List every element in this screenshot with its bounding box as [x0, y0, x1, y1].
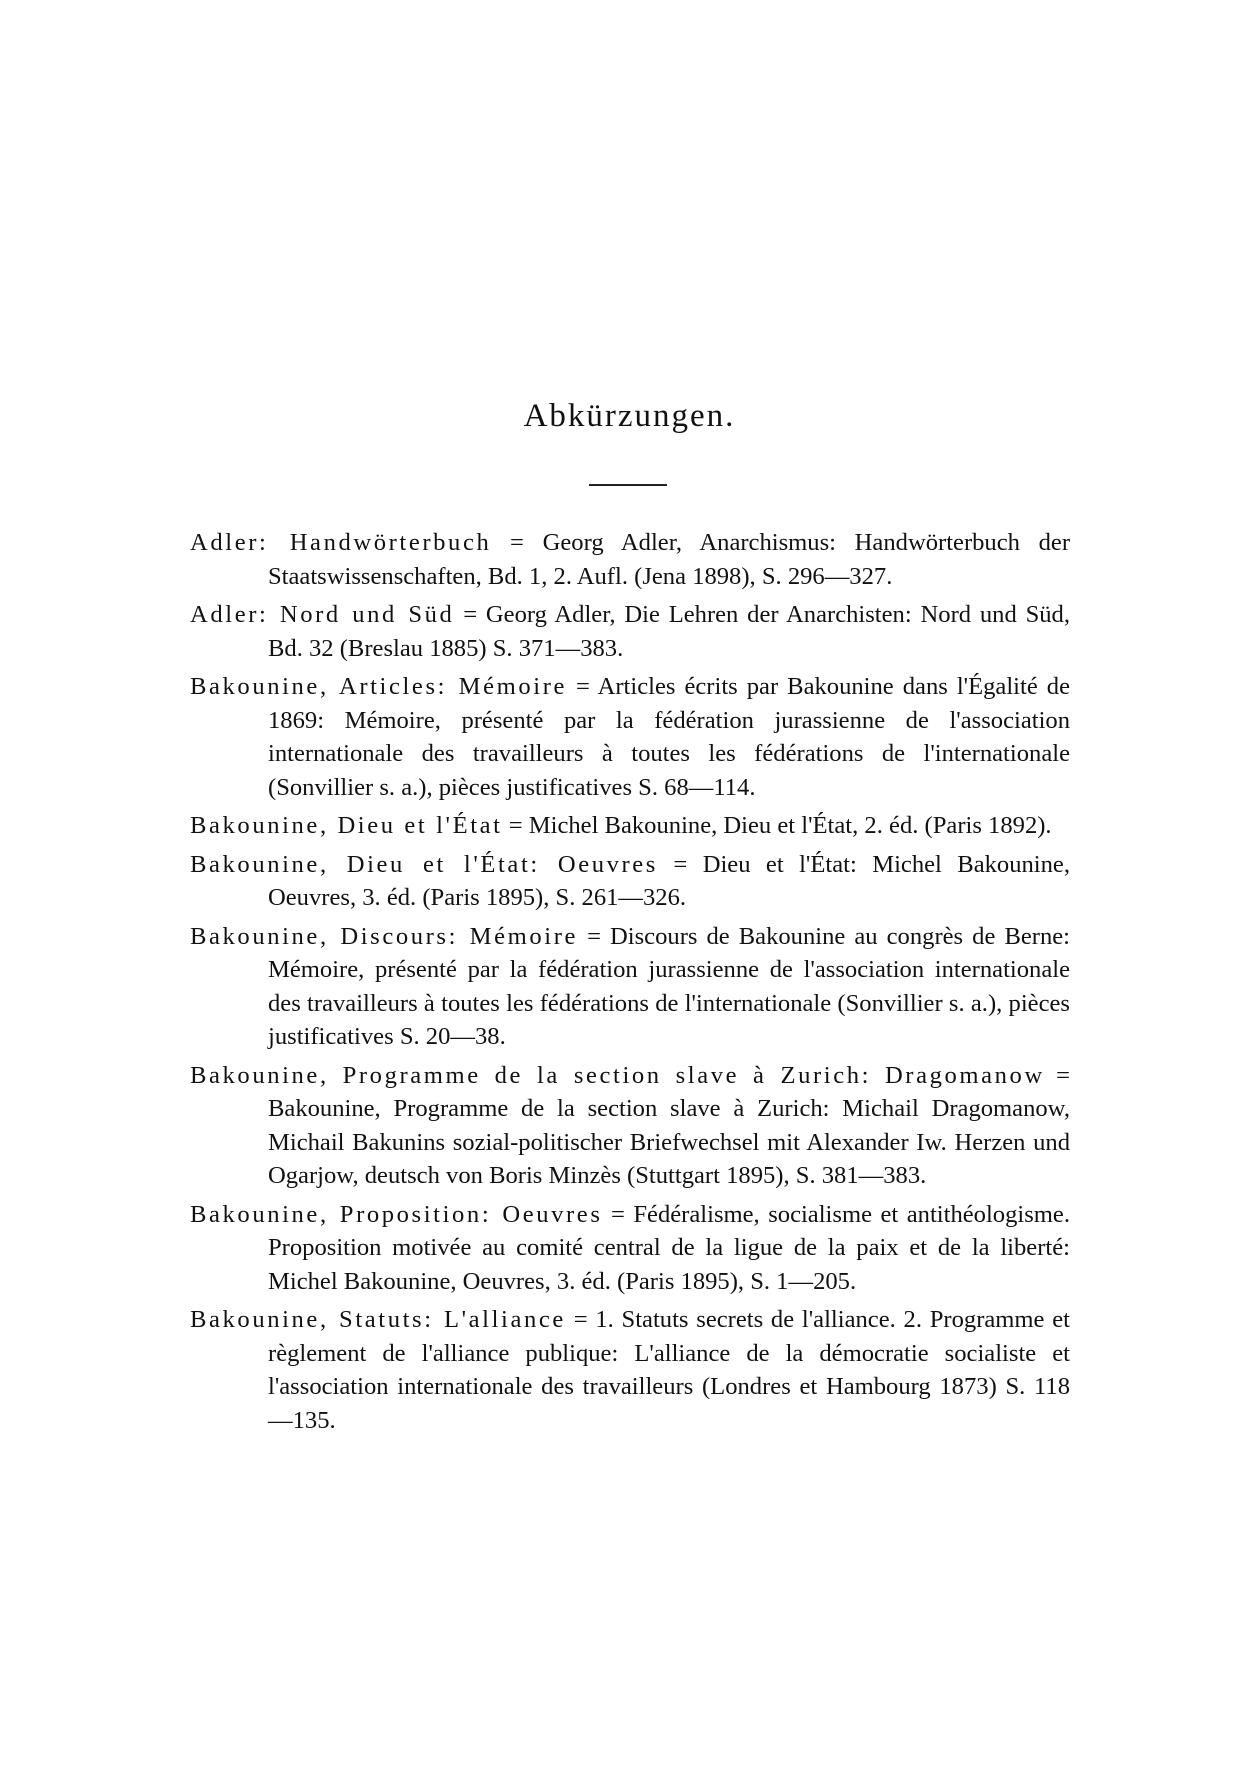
entry-separator: =: [602, 1200, 634, 1228]
title-divider: [589, 484, 667, 486]
abbreviation-entry: [190, 1059, 1070, 1193]
entry-text: Bakounine, Programme de la section slave à Zurich: Michail Dragomanow, Michail Bakunins sozial-politischer Briefwechsel mit Alexander Iw. Herzen und Ogarjow, deutsch von Boris Minzès (Stuttgart 1895), S. 381—383.: [268, 1095, 1070, 1189]
entry-separator: =: [565, 1306, 596, 1333]
entry-key: Adler: Handwörterbuch: [190, 529, 492, 556]
entry-text: Fédéralisme, socialisme et antithéologisme. Proposition motivée au comité central de la ligue de la paix et de la liberté: Michel Bakounine, Oeuvres, 3. éd. (Paris 1895), S. 1—205.: [268, 1200, 1070, 1295]
entry-separator: =: [578, 922, 611, 950]
entry-text: Michel Bakounine, Dieu et l'État, 2. éd. (Paris 1892).: [528, 812, 1052, 839]
entry-separator: =: [567, 673, 598, 700]
entry-text: 1. Statuts secrets de l'alliance. 2. Programme et règlement de l'alliance publique: L'alliance de la démocratie socialiste et l'association internationale des travailleurs (Londres et Hambourg 1873) S. 118—135.: [268, 1306, 1070, 1434]
abbreviation-entry: [190, 809, 1070, 843]
abbreviation-entry: [190, 1303, 1070, 1437]
entry-key: Adler: Nord und Süd: [190, 601, 455, 628]
entry-key: Bakounine, Programme de la section slave à Zurich: Dragomanow: [190, 1061, 1045, 1089]
abbreviation-list: [190, 526, 1070, 1442]
entry-key: Bakounine, Articles: Mémoire: [190, 673, 568, 700]
entry-separator: =: [454, 601, 486, 628]
entry-text: Discours de Bakounine au congrès de Berne: Mémoire, présenté par la fédération jurassienne de l'association internationale des travailleurs à toutes les fédérations de l'internationale (Sonvillier s. a.), pièces justificatives S. 20—38.: [268, 922, 1070, 1050]
abbreviation-entry: [190, 1198, 1070, 1299]
entry-text: Dieu et l'État: Michel Bakounine, Oeuvres, 3. éd. (Paris 1895), S. 261—326.: [268, 850, 1070, 911]
page-title: Abkürzungen.: [523, 398, 736, 434]
entry-text: Georg Adler, Die Lehren der Anarchisten: Nord und Süd, Bd. 32 (Breslau 1885) S. 371—383.: [268, 601, 1071, 662]
abbreviation-entry: [190, 526, 1070, 593]
abbreviation-entry: [190, 920, 1070, 1054]
entry-text: Articles écrits par Bakounine dans l'Égalité de 1869: Mémoire, présenté par la fédération jurassienne de l'association internationale des travailleurs à toutes les fédérations de l'internationale (Sonvillier s. a.), pièces justificatives S. 68—114.: [268, 673, 1070, 801]
entry-separator: =: [1044, 1061, 1070, 1089]
entry-separator: =: [502, 812, 529, 839]
entry-key: Bakounine, Dieu et l'État: [190, 812, 503, 839]
entry-separator: =: [491, 529, 543, 556]
entry-key: Bakounine, Dieu et l'État: Oeuvres: [190, 850, 658, 878]
abbreviation-entry: [190, 598, 1070, 665]
entry-key: Bakounine, Statuts: L'alliance: [190, 1306, 566, 1333]
entry-key: Bakounine, Proposition: Oeuvres: [190, 1200, 603, 1228]
entry-separator: =: [657, 850, 703, 878]
abbreviation-entry: [190, 848, 1070, 915]
entry-key: Bakounine, Discours: Mémoire: [190, 922, 579, 950]
entry-text: Georg Adler, Anarchismus: Handwörterbuch der Staatswissenschaften, Bd. 1, 2. Aufl. (Jena 1898), S. 296—327.: [268, 529, 1071, 590]
abbreviation-entry: [190, 670, 1070, 804]
